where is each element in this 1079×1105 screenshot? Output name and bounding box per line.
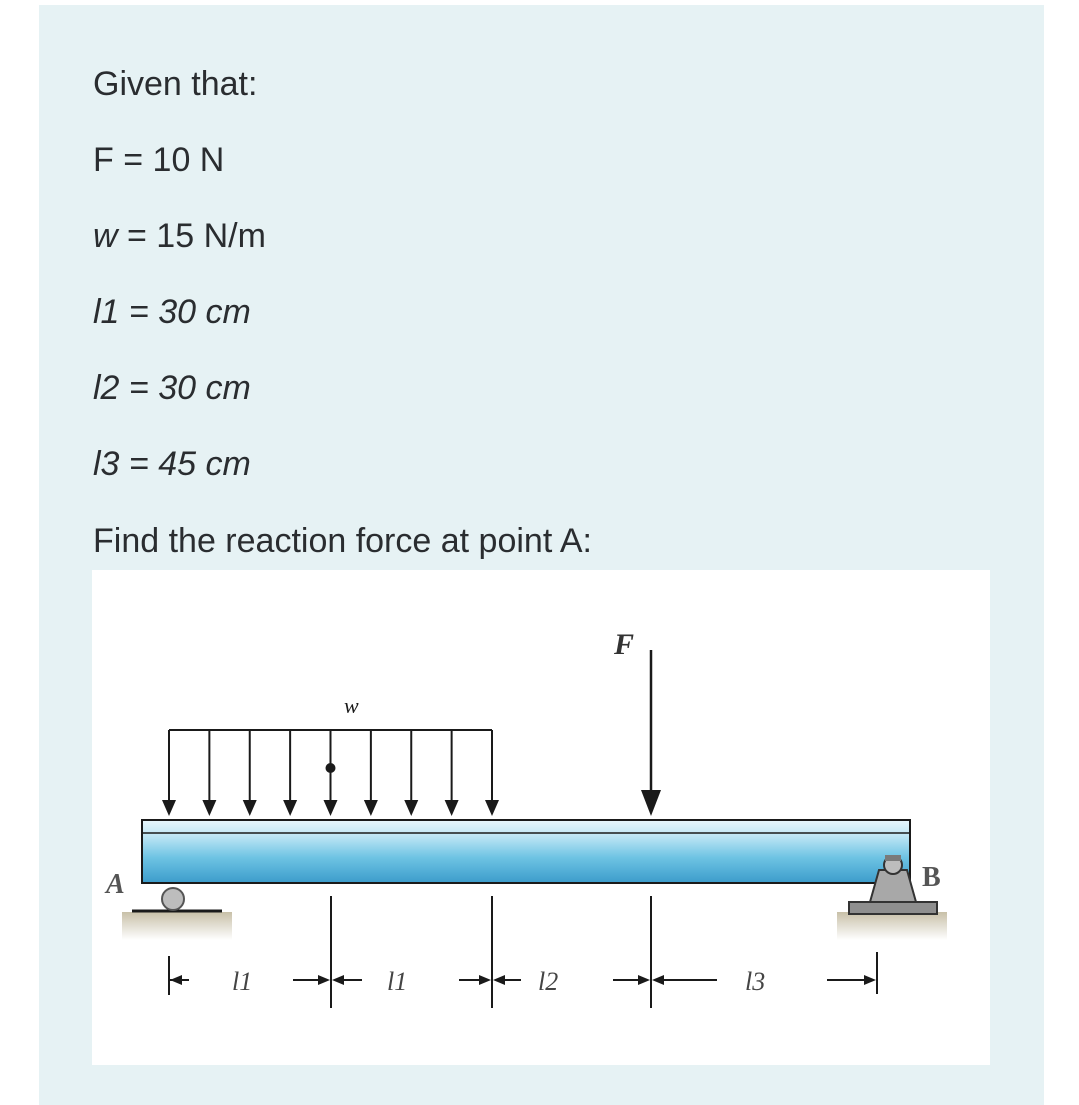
distributed-load-arrow	[162, 730, 176, 816]
distributed-load-arrows	[162, 730, 499, 816]
dim-label-l1-first: l1	[232, 967, 253, 996]
question-text: Find the reaction force at point A:	[93, 522, 592, 560]
given-F-value: = 10 N	[113, 141, 225, 179]
support-label-B: B	[922, 862, 941, 893]
load-label-F: F	[614, 628, 635, 661]
given-l3-symbol: l3	[93, 445, 120, 483]
distributed-load-arrow	[364, 730, 378, 816]
given-l1-value: = 30 cm	[119, 293, 251, 331]
load-label-w: w	[344, 693, 359, 718]
given-l1-symbol: l1	[93, 293, 120, 331]
dim-label-l3: l3	[745, 967, 766, 996]
beam-diagram	[92, 570, 990, 1065]
distributed-load-arrow	[283, 730, 297, 816]
distributed-load-arrow	[445, 730, 459, 816]
distributed-load-arrow	[404, 730, 418, 816]
support-label-A: A	[106, 869, 125, 900]
dim-label-l2: l2	[538, 967, 559, 996]
given-l3-value: = 45 cm	[119, 445, 251, 483]
beam-figure	[92, 570, 990, 1065]
point-load-F	[641, 650, 661, 816]
distributed-load-arrow	[485, 730, 499, 816]
given-l2-value: = 30 cm	[119, 369, 251, 407]
given-l2	[93, 371, 251, 405]
dimension-lines	[169, 896, 877, 1008]
distributed-load-arrow	[202, 730, 216, 816]
given-w-value: = 15 N/m	[117, 217, 266, 255]
support-A-roller	[122, 888, 232, 940]
given-l2-symbol: l2	[93, 369, 120, 407]
distributed-load	[162, 730, 499, 816]
distributed-load-arrow	[324, 730, 338, 816]
dim-label-l1-second: l1	[387, 967, 408, 996]
given-F-symbol: F	[93, 141, 114, 179]
distributed-load-arrow	[243, 730, 257, 816]
given-w-symbol: w	[93, 217, 118, 255]
given-w	[93, 219, 266, 253]
given-l1	[93, 295, 251, 329]
dimension-arrowheads	[170, 975, 876, 985]
given-F	[93, 143, 224, 177]
given-l3	[93, 447, 251, 481]
intro-text: Given that:	[93, 65, 258, 103]
beam	[142, 820, 910, 883]
